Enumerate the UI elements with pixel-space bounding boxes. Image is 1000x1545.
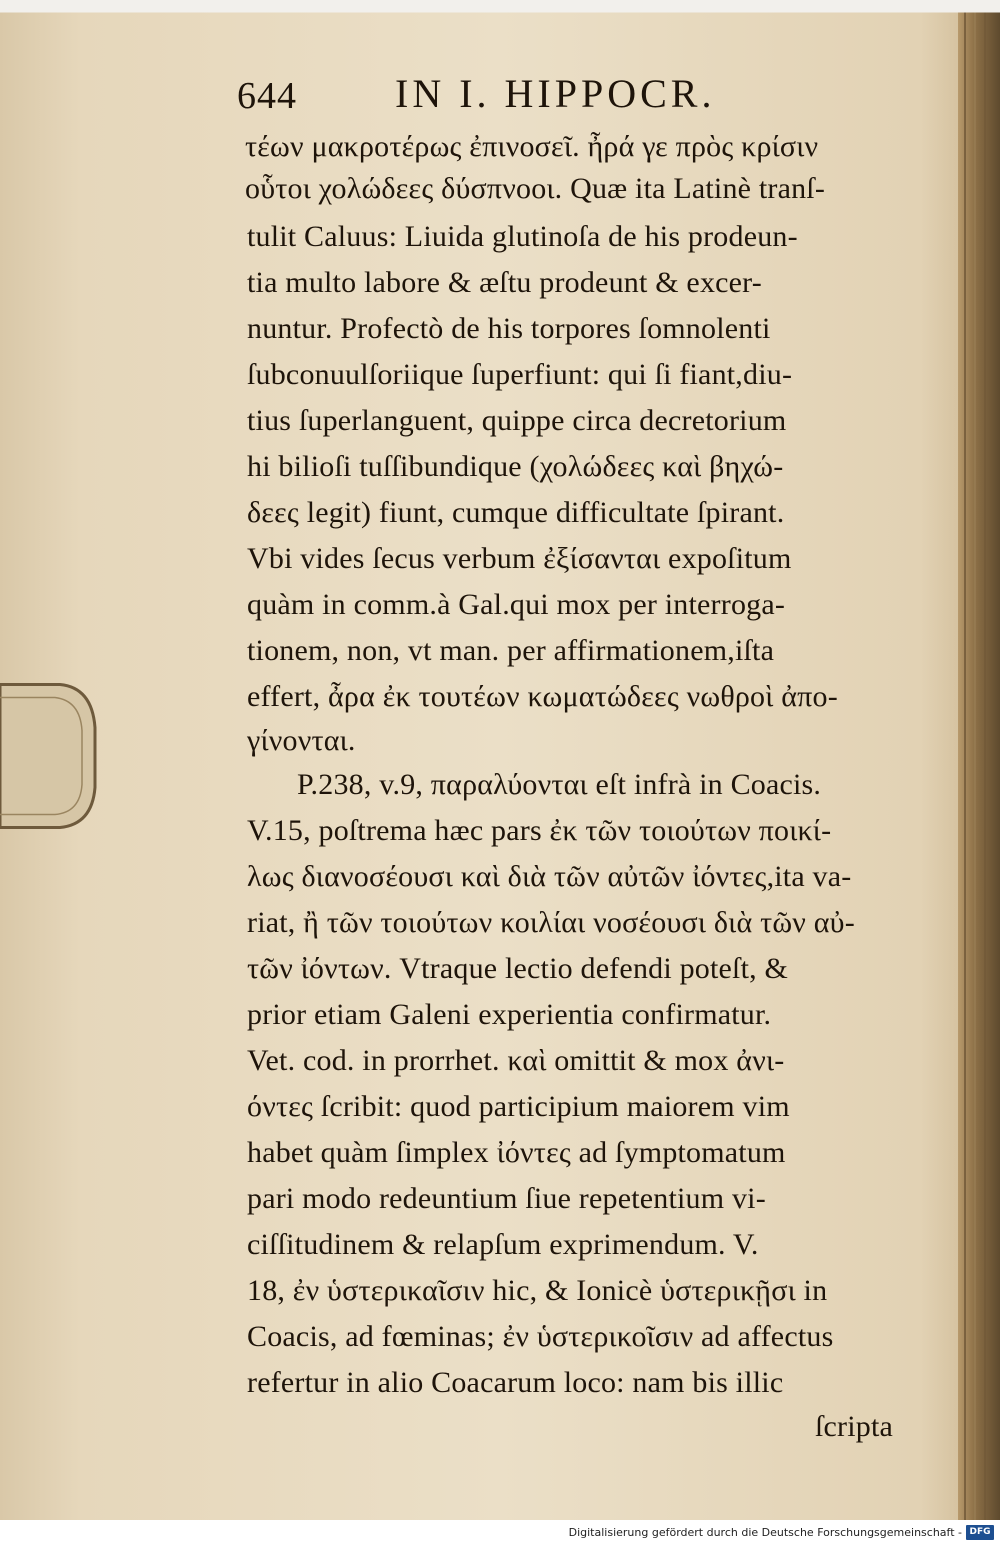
text-line: Coacis, ad fœminas; ἐν ὑστερικοῖσιν ad affectus: [247, 1320, 834, 1353]
text-line: λως διανοσέουσι καὶ διὰ τῶν αὐτῶν ἰόντες,ita va-: [247, 860, 852, 893]
text-line: 18, ἐν ὑστερικαῖσιν hic, & Ionicè ὑστερικῇσι in: [247, 1274, 828, 1307]
text-line: tius ſuperlanguent, quippe circa decretorium: [247, 404, 787, 437]
text-line: ciſſitudinem & relapſum exprimendum. V.: [247, 1228, 759, 1261]
text-line: prior etiam Galeni experientia confirmatur.: [247, 998, 772, 1031]
text-line: οὗτοι χολώδεες δύσπνοοι. Quæ ita Latinè tranſ-: [245, 172, 826, 205]
text-line: tia multo labore & æſtu prodeunt & excer-: [247, 266, 762, 299]
text-line: ſcripta: [815, 1410, 894, 1443]
text-line: όντες ſcribit: quod participium maiorem vim: [247, 1090, 790, 1123]
text-line: pari modo redeuntium ſiue repetentium vi-: [247, 1182, 766, 1215]
text-line: effert, ἆρα ἐκ τουτέων κωματώδεες νωθροὶ ἀπο-: [247, 680, 838, 713]
text-line: τέων μακροτέρως ἐπινοσεῖ. ἦρά γε πρὸς κρίσιν: [245, 130, 819, 163]
funding-notice: Digitalisierung gefördert durch die Deutsche Forschungsgemeinschaft -: [568, 1526, 962, 1539]
running-title: IN I. HIPPOCR.: [395, 71, 716, 116]
text-line: tulit Caluus: Liuida glutinoſa de his prodeun-: [247, 220, 798, 253]
text-line: hi bilioſi tuſſibundique (χολώδεες καὶ βηχώ-: [247, 450, 784, 483]
text-line: refertur in alio Coacarum loco: nam bis illic: [247, 1366, 784, 1399]
text-line: quàm in comm.à Gal.qui mox per interroga-: [247, 588, 786, 621]
page-number: 644: [237, 75, 297, 117]
text-line: V.15, poſtrema hæc pars ἐκ τῶν τοιούτων ποικί-: [247, 814, 832, 847]
text-line: P.238, v.9, παραλύονται eſt infrà in Coacis.: [297, 768, 822, 801]
text-line: Vbi vides ſecus verbum ἐξίσανται expoſitum: [247, 542, 792, 575]
text-line: riat, ἢ τῶν τοιούτων κοιλίαι νοσέουσι διὰ τῶν αὐ-: [247, 906, 855, 939]
text-line: γίνονται.: [247, 724, 356, 757]
text-line: δεες legit) fiunt, cumque difficultate ſpirant.: [247, 496, 785, 529]
text-line: τῶν ἰόντων. Vtraque lectio defendi poteſt, &: [247, 952, 789, 985]
text-line: tionem, non, vt man. per affirmationem,iſta: [247, 634, 775, 667]
text-line: Vet. cod. in prorrhet. καὶ omittit & mox ἀνι-: [247, 1044, 785, 1077]
dfg-logo-icon: DFG: [966, 1525, 994, 1540]
text-line: habet quàm ſimplex ἰόντες ad ſymptomatum: [247, 1136, 786, 1169]
footer-bar: [0, 1520, 1000, 1545]
text-line: nuntur. Profectò de his torpores ſomnolenti: [247, 312, 771, 345]
text-line: ſubconuulſoriique ſuperfiunt: qui ſi fiant,diu-: [247, 358, 793, 391]
